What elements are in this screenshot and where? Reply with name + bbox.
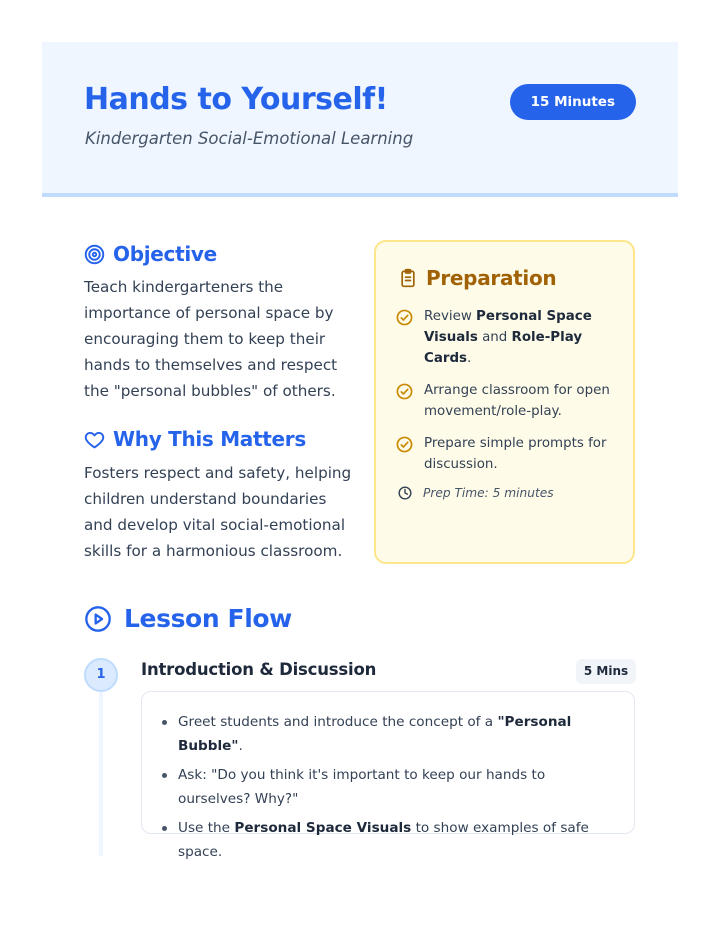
target-icon bbox=[84, 244, 105, 265]
lesson-flow-heading bbox=[84, 604, 292, 633]
list-item bbox=[396, 380, 616, 422]
objective-text: Teach kindergarteners the importance of personal space by encouraging them to keep their hands to themselves and respect the "personal bubbles" of others. bbox=[84, 278, 338, 400]
preparation-heading-label: Preparation bbox=[426, 266, 557, 290]
objective-heading bbox=[84, 242, 217, 266]
preparation-list bbox=[396, 306, 616, 486]
preparation-item-text: Prepare simple prompts for discussion. bbox=[424, 436, 607, 472]
step-bullet-list bbox=[162, 710, 602, 869]
list-item: Use the Personal Space Visuals to show examples of safe space. bbox=[162, 816, 602, 864]
clock-icon bbox=[398, 486, 412, 500]
why-heading-label: Why This Matters bbox=[113, 427, 306, 451]
play-circle-icon bbox=[84, 605, 112, 633]
heart-icon bbox=[84, 429, 105, 450]
step-title: Introduction & Discussion bbox=[141, 660, 377, 679]
why-text: Fosters respect and safety, helping children understand boundaries and develop vital social-emotional skills for a harmonious classroom. bbox=[84, 464, 352, 560]
list-item bbox=[396, 306, 616, 369]
objective-heading-label: Objective bbox=[113, 242, 217, 266]
list-item bbox=[396, 433, 616, 475]
preparation-item-text: Review Personal Space Visuals and Role-Play Cards. bbox=[424, 309, 592, 366]
prep-time-text: Prep Time: 5 minutes bbox=[423, 486, 554, 500]
preparation-card bbox=[374, 240, 635, 564]
timeline-line bbox=[99, 688, 103, 856]
step-number: 1 bbox=[84, 658, 118, 692]
list-item: Ask: "Do you think it's important to keep our hands to ourselves? Why?" bbox=[162, 763, 602, 811]
preparation-item-text: Arrange classroom for open movement/role-play. bbox=[424, 383, 610, 419]
lesson-flow-heading-label: Lesson Flow bbox=[124, 604, 292, 633]
step-card bbox=[141, 691, 635, 860]
clipboard-icon bbox=[398, 267, 418, 289]
check-circle-icon bbox=[396, 309, 413, 326]
list-item: Greet students and introduce the concept of a "Personal Bubble". bbox=[162, 710, 602, 758]
page-subtitle: Kindergarten Social-Emotional Learning bbox=[85, 129, 414, 148]
check-circle-icon bbox=[396, 436, 413, 453]
page-title: Hands to Yourself! bbox=[84, 82, 388, 117]
header-banner bbox=[42, 42, 678, 197]
duration-badge: 15 Minutes bbox=[510, 84, 636, 120]
step-duration-badge: 5 Mins bbox=[576, 659, 636, 684]
why-heading bbox=[84, 427, 306, 451]
prep-time bbox=[398, 486, 554, 500]
check-circle-icon bbox=[396, 383, 413, 400]
preparation-heading bbox=[398, 266, 556, 290]
